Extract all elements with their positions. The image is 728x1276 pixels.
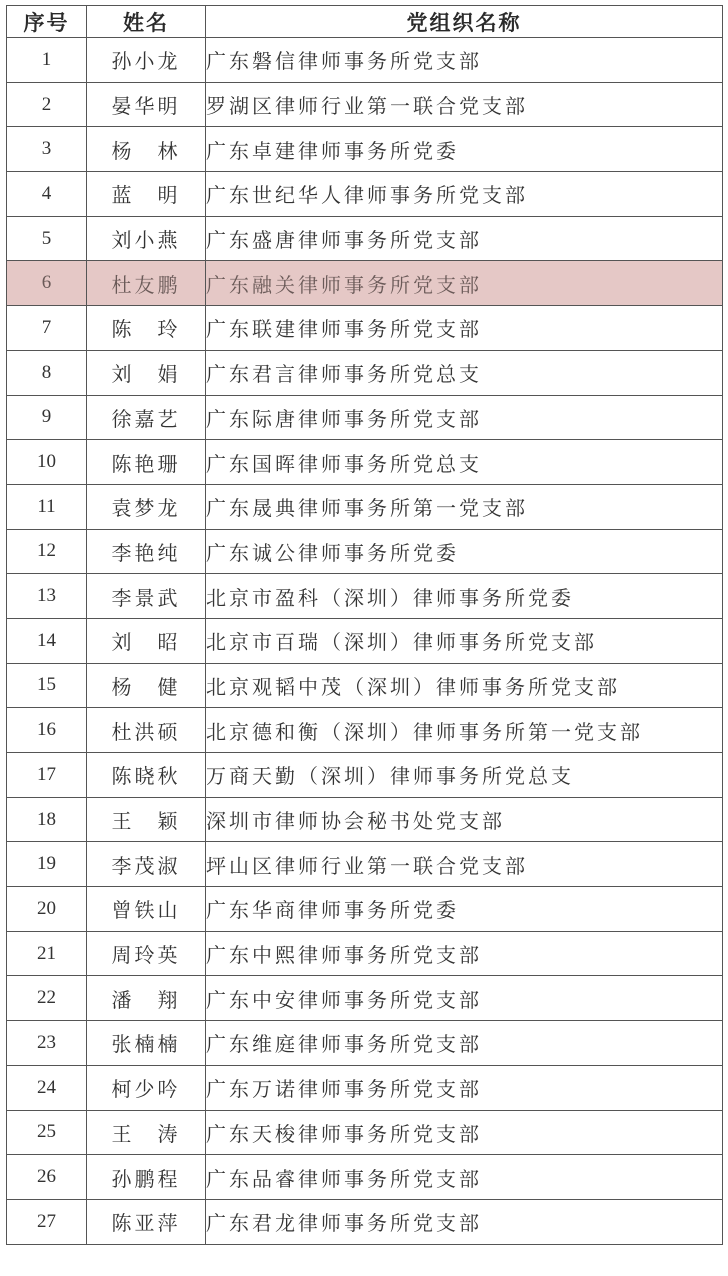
table-row	[7, 618, 723, 663]
name-cell: 王 涛	[87, 1110, 206, 1155]
organization-cell: 北京德和衡（深圳）律师事务所第一党支部	[206, 708, 723, 753]
name-cell: 陈 玲	[87, 306, 206, 351]
party-organization-table	[6, 5, 723, 1245]
organization-cell: 广东君言律师事务所党总支	[206, 350, 723, 395]
name-cell: 潘 翔	[87, 976, 206, 1021]
table-row	[7, 395, 723, 440]
serial-number-cell: 13	[7, 574, 87, 619]
serial-number-cell: 10	[7, 440, 87, 485]
organization-cell: 广东中熙律师事务所党支部	[206, 931, 723, 976]
organization-cell: 广东中安律师事务所党支部	[206, 976, 723, 1021]
name-cell: 袁梦龙	[87, 484, 206, 529]
table-row	[7, 574, 723, 619]
organization-cell: 广东维庭律师事务所党支部	[206, 1021, 723, 1066]
table-row	[7, 1155, 723, 1200]
name-cell: 刘 昭	[87, 618, 206, 663]
name-cell: 李景武	[87, 574, 206, 619]
name-cell: 孙小龙	[87, 38, 206, 83]
table-row	[7, 931, 723, 976]
name-cell: 张楠楠	[87, 1021, 206, 1066]
name-cell: 杜友鹏	[87, 261, 206, 306]
organization-cell: 万商天勤（深圳）律师事务所党总支	[206, 753, 723, 798]
serial-number-cell: 25	[7, 1110, 87, 1155]
name-cell: 晏华明	[87, 82, 206, 127]
serial-number-cell: 17	[7, 753, 87, 798]
table-row	[7, 172, 723, 217]
organization-cell: 北京市盈科（深圳）律师事务所党委	[206, 574, 723, 619]
serial-number-cell: 11	[7, 484, 87, 529]
name-cell: 杜洪硕	[87, 708, 206, 753]
organization-cell: 广东磐信律师事务所党支部	[206, 38, 723, 83]
table-row	[7, 753, 723, 798]
organization-cell: 广东卓建律师事务所党委	[206, 127, 723, 172]
name-cell: 徐嘉艺	[87, 395, 206, 440]
table-row	[7, 38, 723, 83]
name-cell: 刘小燕	[87, 216, 206, 261]
name-cell: 蓝 明	[87, 172, 206, 217]
organization-cell: 广东晟典律师事务所第一党支部	[206, 484, 723, 529]
serial-number-cell: 14	[7, 618, 87, 663]
table-row	[7, 350, 723, 395]
table-row	[7, 484, 723, 529]
serial-number-cell: 22	[7, 976, 87, 1021]
organization-cell: 坪山区律师行业第一联合党支部	[206, 842, 723, 887]
serial-number-cell: 26	[7, 1155, 87, 1200]
serial-number-cell: 20	[7, 887, 87, 932]
serial-number-cell: 15	[7, 663, 87, 708]
table-row	[7, 127, 723, 172]
serial-number-cell: 1	[7, 38, 87, 83]
organization-cell: 北京市百瑞（深圳）律师事务所党支部	[206, 618, 723, 663]
table-row	[7, 1110, 723, 1155]
organization-cell: 广东国晖律师事务所党总支	[206, 440, 723, 485]
table-row	[7, 306, 723, 351]
header-name: 姓名	[87, 6, 206, 38]
organization-cell: 广东诚公律师事务所党委	[206, 529, 723, 574]
table-row	[7, 1065, 723, 1110]
name-cell: 王 颖	[87, 797, 206, 842]
organization-cell: 广东万诺律师事务所党支部	[206, 1065, 723, 1110]
serial-number-cell: 27	[7, 1199, 87, 1244]
name-cell: 杨 林	[87, 127, 206, 172]
table-row	[7, 708, 723, 753]
name-cell: 陈晓秋	[87, 753, 206, 798]
serial-number-cell: 16	[7, 708, 87, 753]
organization-cell: 广东际唐律师事务所党支部	[206, 395, 723, 440]
serial-number-cell: 3	[7, 127, 87, 172]
header-serial-number: 序号	[7, 6, 87, 38]
name-cell: 曾铁山	[87, 887, 206, 932]
table-row	[7, 663, 723, 708]
organization-cell: 北京观韬中茂（深圳）律师事务所党支部	[206, 663, 723, 708]
table-row	[7, 797, 723, 842]
header-party-organization: 党组织名称	[206, 6, 723, 38]
serial-number-cell: 19	[7, 842, 87, 887]
table-row	[7, 261, 723, 306]
serial-number-cell: 2	[7, 82, 87, 127]
name-cell: 陈亚萍	[87, 1199, 206, 1244]
serial-number-cell: 6	[7, 261, 87, 306]
serial-number-cell: 8	[7, 350, 87, 395]
organization-cell: 罗湖区律师行业第一联合党支部	[206, 82, 723, 127]
name-cell: 李茂淑	[87, 842, 206, 887]
table-body	[7, 38, 723, 1245]
table-row	[7, 82, 723, 127]
table-row	[7, 1199, 723, 1244]
table-row	[7, 976, 723, 1021]
serial-number-cell: 4	[7, 172, 87, 217]
organization-cell: 广东融关律师事务所党支部	[206, 261, 723, 306]
table-header-row	[7, 6, 723, 38]
table-row	[7, 887, 723, 932]
organization-cell: 广东世纪华人律师事务所党支部	[206, 172, 723, 217]
organization-cell: 广东联建律师事务所党支部	[206, 306, 723, 351]
table-row	[7, 842, 723, 887]
serial-number-cell: 12	[7, 529, 87, 574]
organization-cell: 深圳市律师协会秘书处党支部	[206, 797, 723, 842]
organization-cell: 广东盛唐律师事务所党支部	[206, 216, 723, 261]
name-cell: 孙鹏程	[87, 1155, 206, 1200]
serial-number-cell: 7	[7, 306, 87, 351]
table-row	[7, 440, 723, 485]
serial-number-cell: 18	[7, 797, 87, 842]
name-cell: 周玲英	[87, 931, 206, 976]
organization-cell: 广东君龙律师事务所党支部	[206, 1199, 723, 1244]
name-cell: 柯少吟	[87, 1065, 206, 1110]
organization-cell: 广东品睿律师事务所党支部	[206, 1155, 723, 1200]
serial-number-cell: 5	[7, 216, 87, 261]
serial-number-cell: 23	[7, 1021, 87, 1066]
name-cell: 李艳纯	[87, 529, 206, 574]
serial-number-cell: 24	[7, 1065, 87, 1110]
serial-number-cell: 9	[7, 395, 87, 440]
serial-number-cell: 21	[7, 931, 87, 976]
table-row	[7, 529, 723, 574]
name-cell: 陈艳珊	[87, 440, 206, 485]
table-row	[7, 216, 723, 261]
name-cell: 杨 健	[87, 663, 206, 708]
name-cell: 刘 娟	[87, 350, 206, 395]
table-row	[7, 1021, 723, 1066]
organization-cell: 广东华商律师事务所党委	[206, 887, 723, 932]
organization-cell: 广东天梭律师事务所党支部	[206, 1110, 723, 1155]
